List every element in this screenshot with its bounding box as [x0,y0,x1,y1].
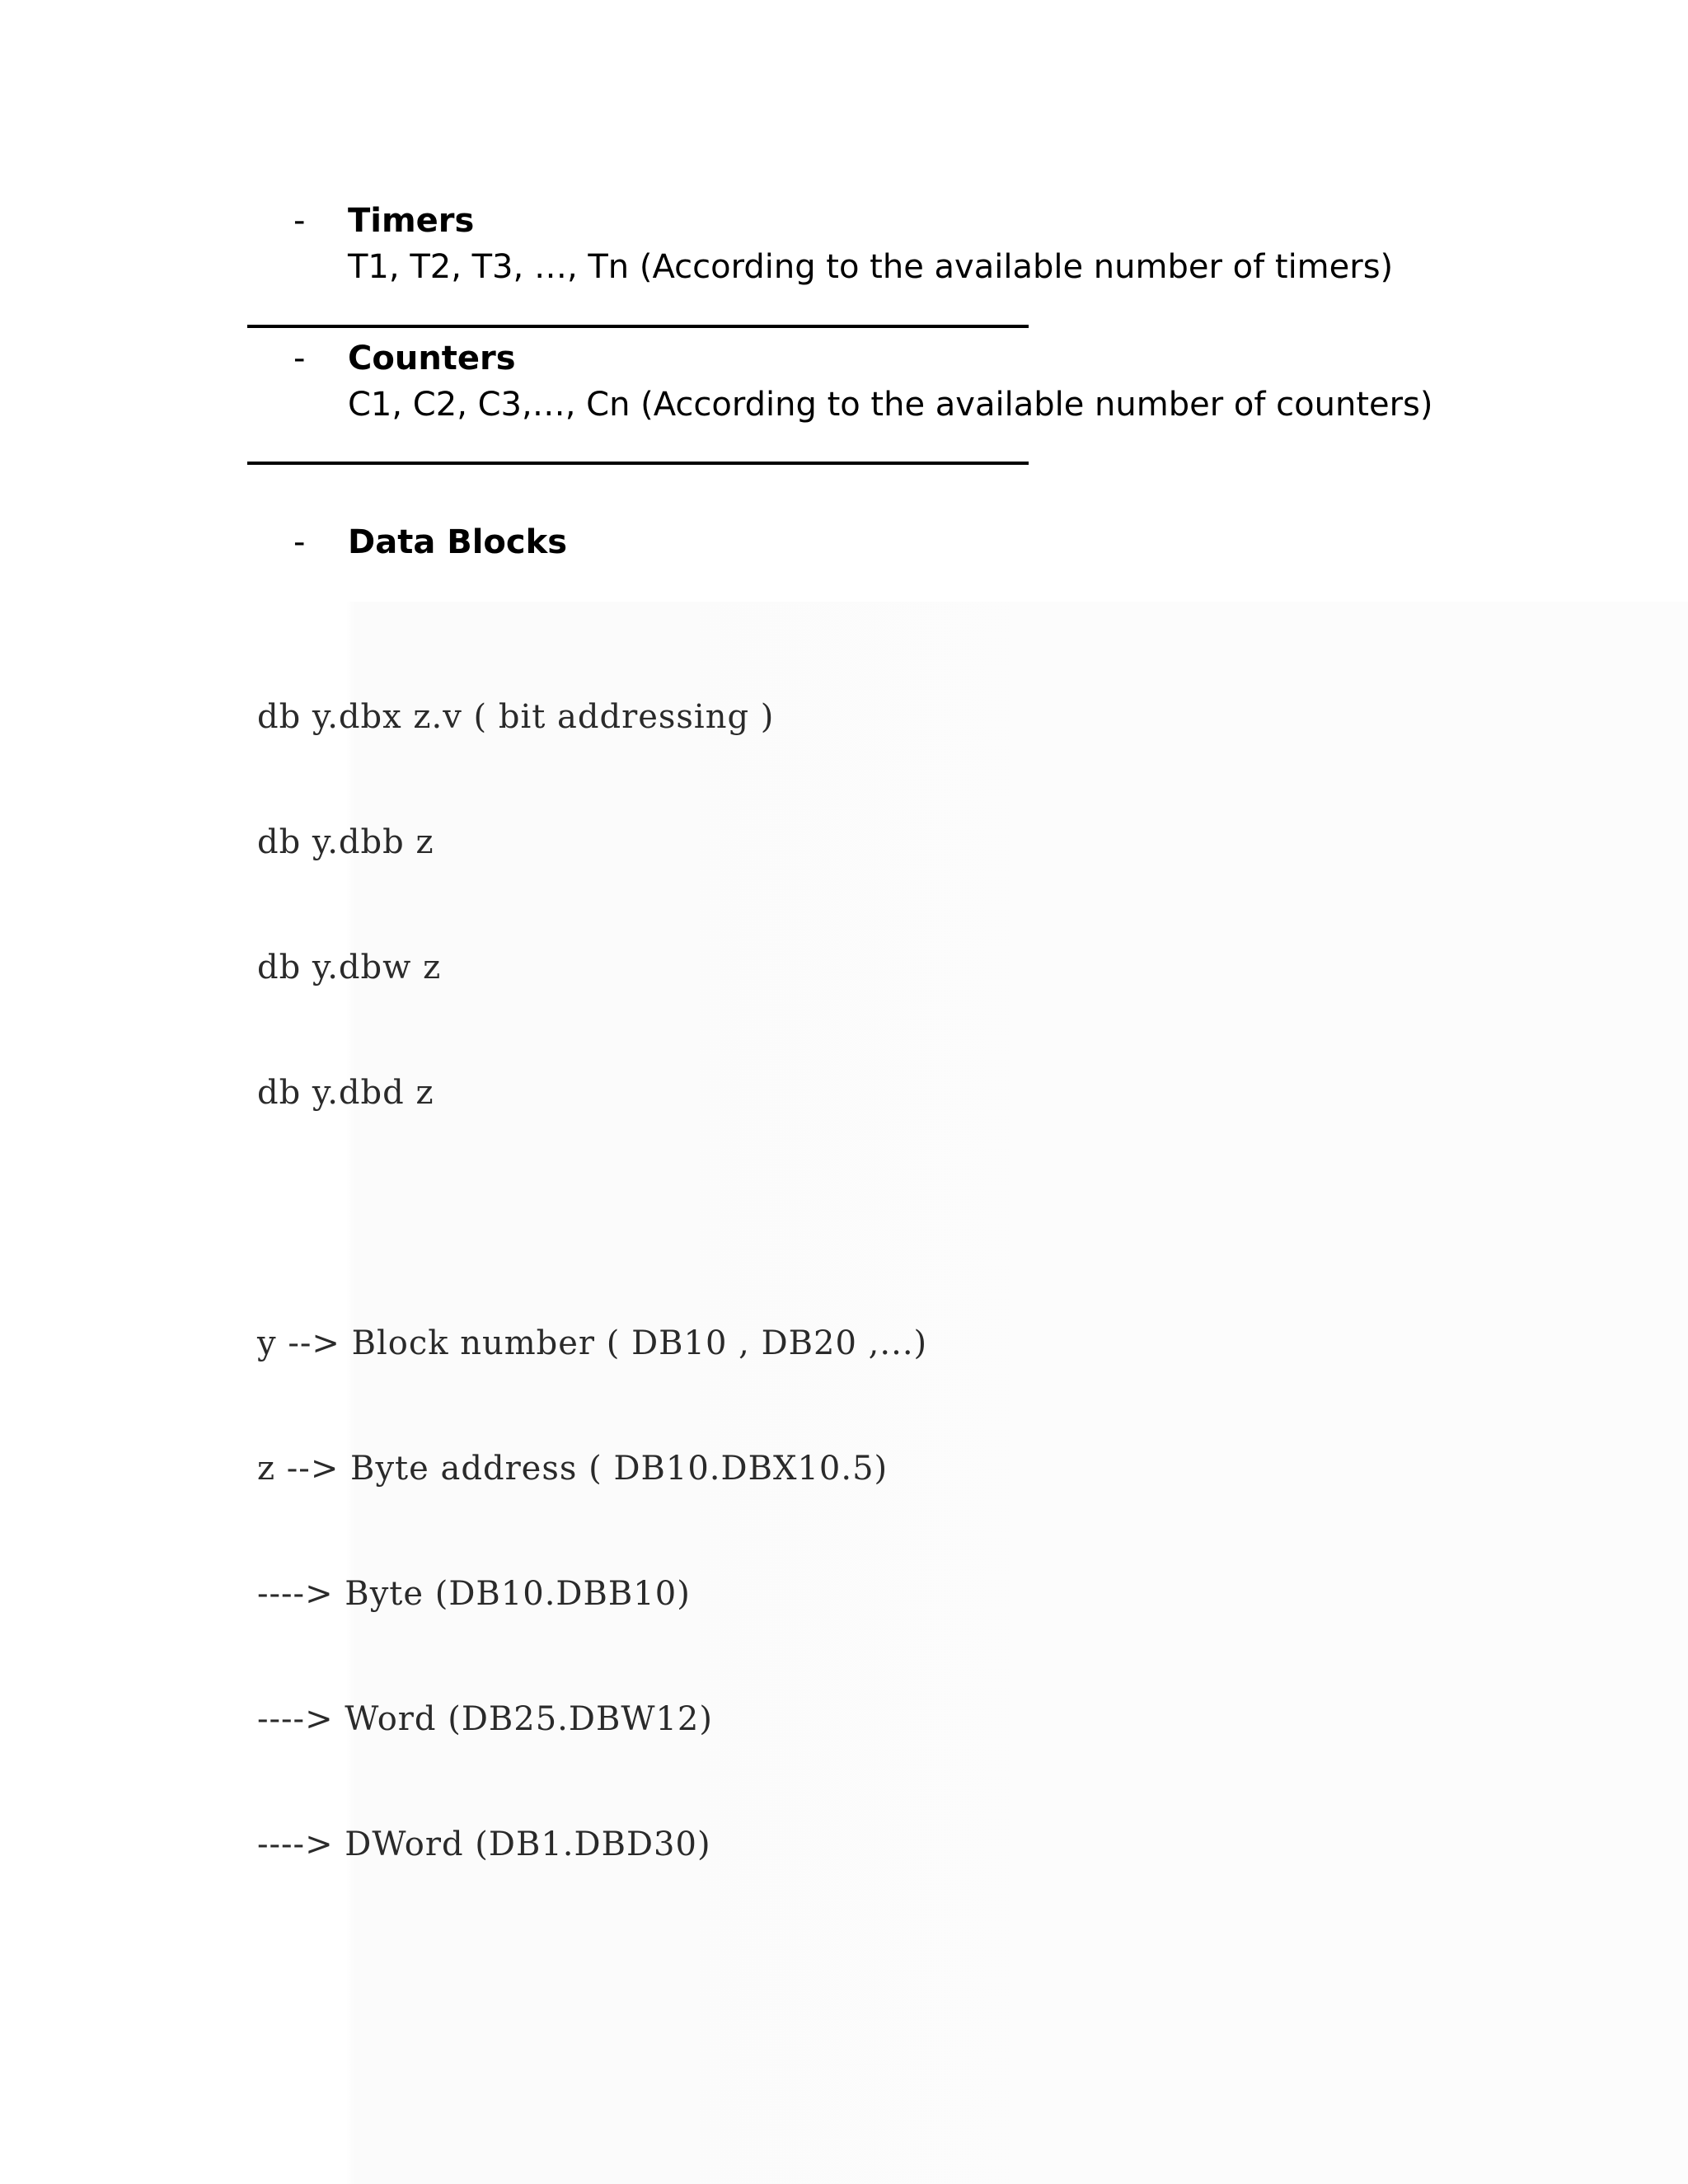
code-block [257,616,927,1945]
counters-section [293,335,1530,428]
horizontal-divider [247,462,1029,465]
code-line: ----> DWord (DB1.DBD30) [257,1825,711,1863]
code-line: ----> Word (DB25.DBW12) [257,1700,713,1738]
code-line: db y.dbx z.v ( bit addressing ) [257,698,775,736]
bullet-dash: - [293,523,306,561]
horizontal-divider [247,325,1029,328]
counters-heading: Counters [348,340,516,377]
code-line: z --> Byte address ( DB10.DBX10.5) [257,1450,889,1488]
data-blocks-section [293,519,1530,565]
timers-description: T1, T2, T3, …, Tn (According to the available number of timers) [348,248,1394,286]
code-line: y --> Block number ( DB10 , DB20 ,...) [257,1324,928,1362]
code-spacer [257,1193,927,1243]
data-blocks-heading: Data Blocks [348,523,568,561]
bullet-dash: - [293,202,306,240]
code-line: db y.dbb z [257,823,434,861]
timers-heading: Timers [348,202,475,240]
counters-description: C1, C2, C3,…, Cn (According to the available number of counters) [348,386,1433,424]
code-line: db y.dbw z [257,949,442,987]
timers-section [293,198,1530,290]
code-line: ----> Byte (DB10.DBB10) [257,1575,691,1613]
code-line: db y.dbd z [257,1074,434,1112]
bullet-dash: - [293,340,306,377]
